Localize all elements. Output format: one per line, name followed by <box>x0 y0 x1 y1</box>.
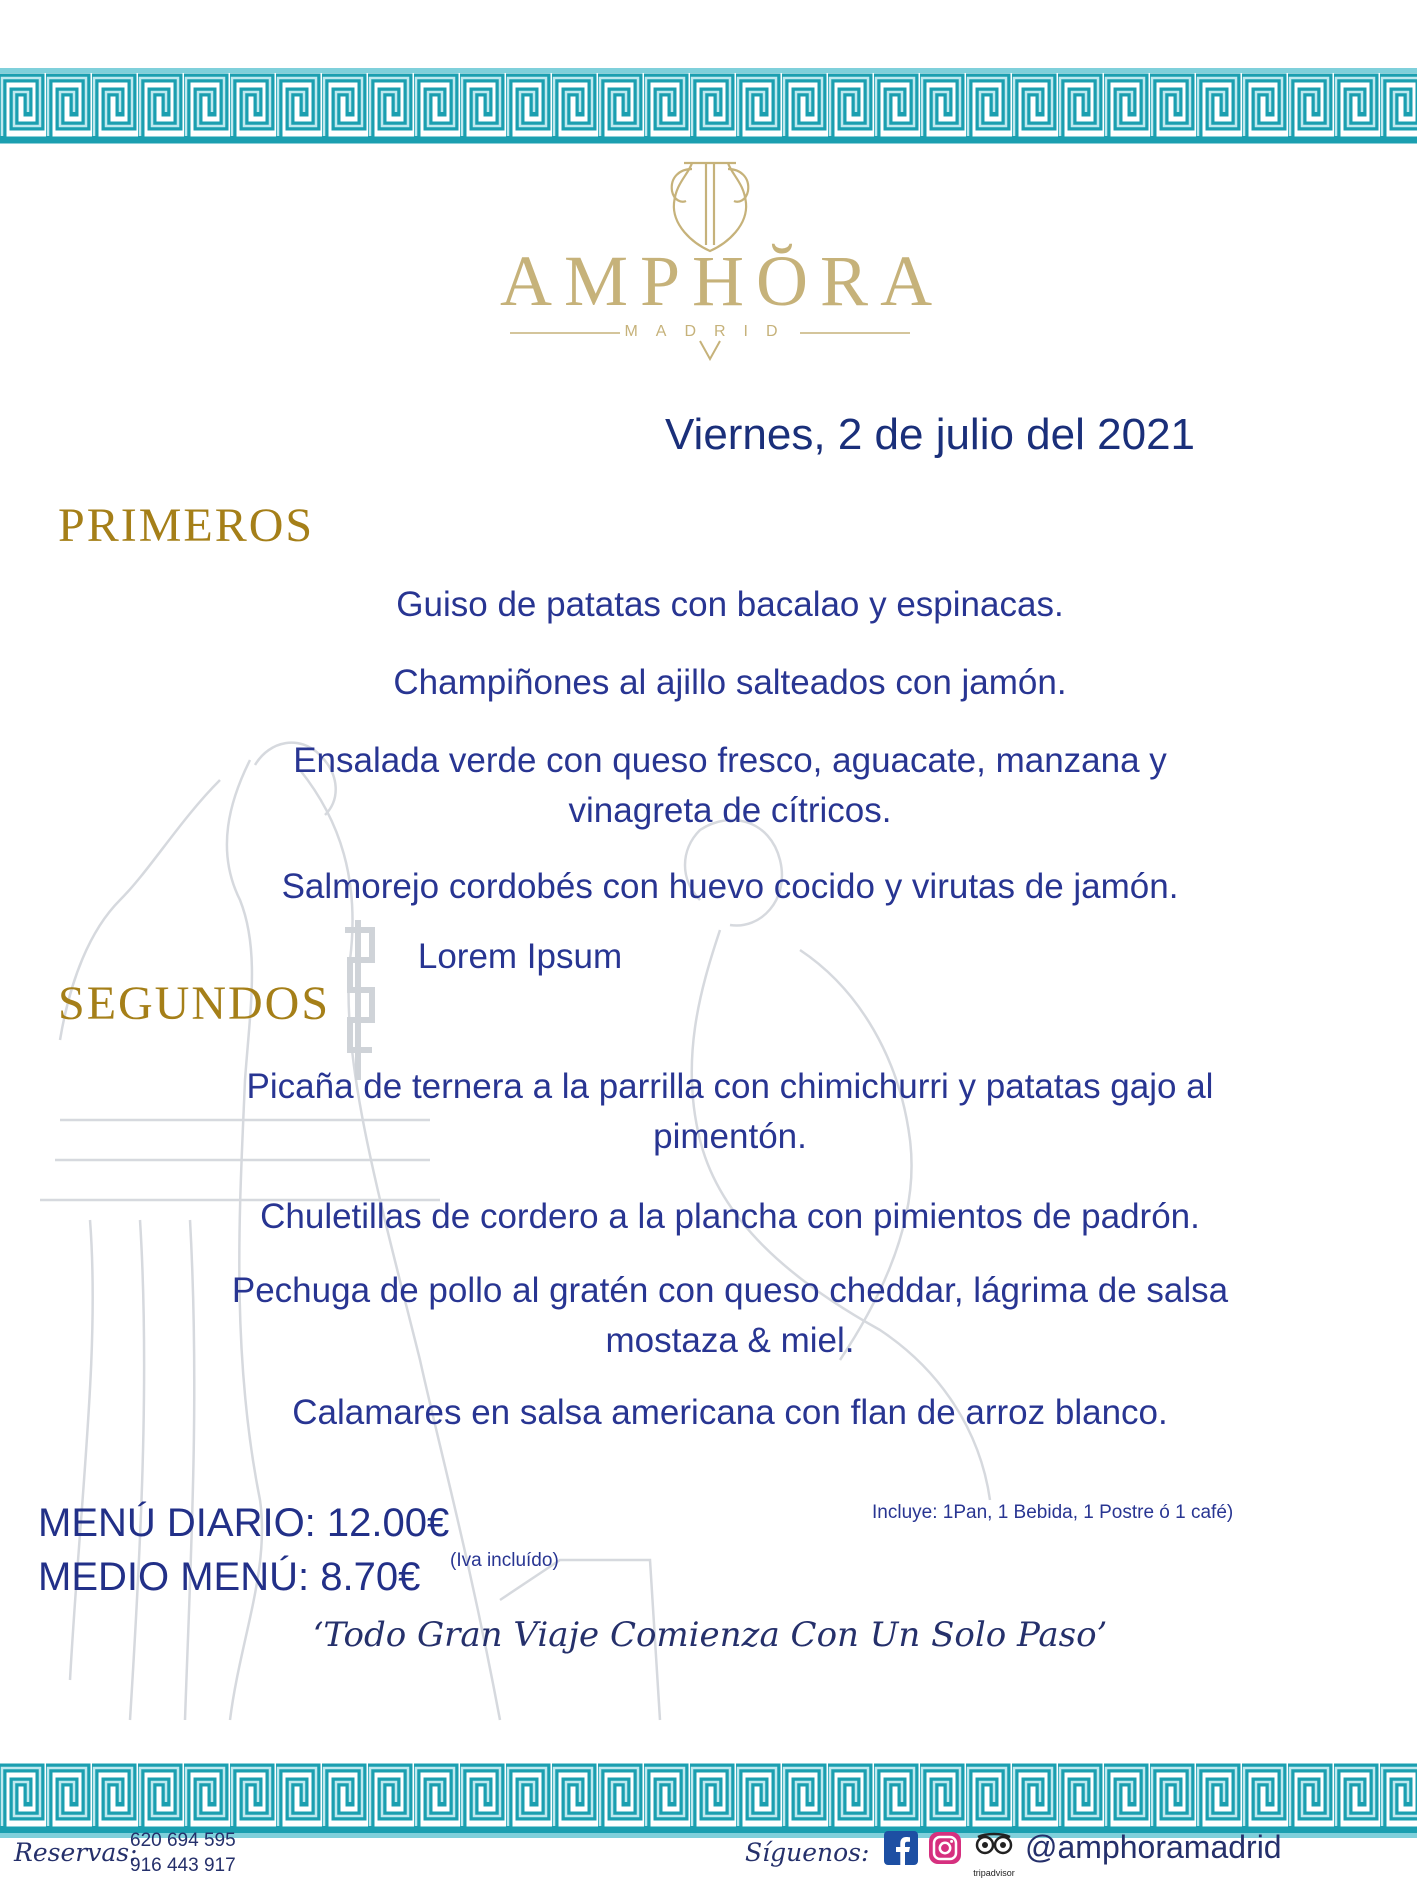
menu-diario-price: MENÚ DIARIO: 12.00€ <box>38 1501 450 1545</box>
greek-key-border-top <box>0 68 1417 148</box>
segundos-dish-3: Pechuga de pollo al gratén con queso cheddar, lágrima de salsa mostaza & miel. <box>231 1271 1229 1360</box>
primeros-heading: PRIMEROS <box>58 499 315 552</box>
logo-v-mark <box>698 339 722 361</box>
primeros-dish-5: Lorem Ipsum <box>417 937 623 976</box>
primeros-dish-4: Salmorejo cordobés con huevo cocido y virutas de jamón. <box>281 867 1179 906</box>
greek-key-border-bottom <box>0 1758 1417 1838</box>
segundos-heading: SEGUNDOS <box>58 977 331 1030</box>
primeros-dish-2: Champiñones al ajillo salteados con jamón. <box>393 663 1067 702</box>
tripadvisor-label: tripadvisor <box>973 1868 1015 1878</box>
includes-note: Incluye: 1Pan, 1 Bebida, 1 Postre ó 1 café) <box>872 1502 1234 1523</box>
social-handle[interactable]: @amphoramadrid <box>1025 1829 1282 1865</box>
logo-wordmark: AMPHŎRA <box>500 241 945 321</box>
instagram-icon[interactable] <box>928 1831 962 1865</box>
menu-date: Viernes, 2 de julio del 2021 <box>664 410 1196 459</box>
amphora-logo <box>500 155 945 345</box>
segundos-dish-1: Picaña de ternera a la parrilla con chimichurri y patatas gajo al pimentón. <box>246 1067 1214 1156</box>
tripadvisor-icon[interactable] <box>972 1831 1016 1869</box>
reservas-label: Reservas: <box>14 1838 138 1867</box>
primeros-dish-1: Guiso de patatas con bacalao y espinacas. <box>396 585 1064 624</box>
siguenos-label: Síguenos: <box>745 1838 870 1867</box>
medio-menu-price: MEDIO MENÚ: 8.70€ <box>38 1555 421 1599</box>
iva-note: (Iva incluído) <box>450 1550 559 1571</box>
phone-number-1[interactable]: 620 694 595 <box>130 1830 236 1851</box>
primeros-dish-3: Ensalada verde con queso fresco, aguacate, manzana y vinagreta de cítricos. <box>293 741 1167 830</box>
phone-number-2[interactable]: 916 443 917 <box>130 1855 236 1876</box>
segundos-dish-2: Chuletillas de cordero a la plancha con pimientos de padrón. <box>260 1197 1200 1236</box>
logo-subtitle: MADRID <box>624 323 796 340</box>
motto-quote: ‘Todo Gran Viaje Comienza Con Un Solo Paso’ <box>312 1615 1108 1655</box>
segundos-dish-4: Calamares en salsa americana con flan de arroz blanco. <box>292 1393 1168 1432</box>
facebook-icon[interactable] <box>884 1831 918 1865</box>
